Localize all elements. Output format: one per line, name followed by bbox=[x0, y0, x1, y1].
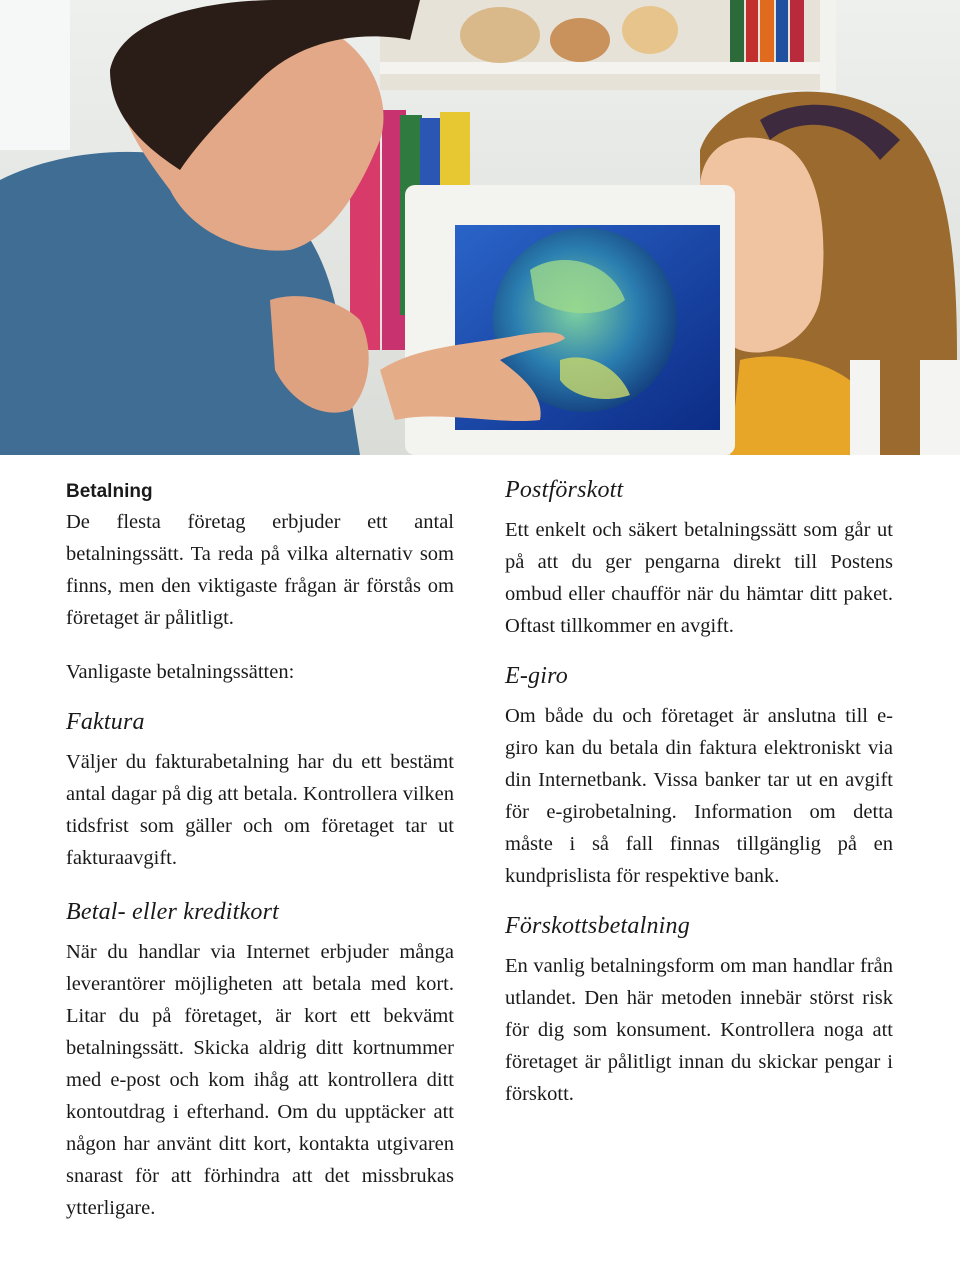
header-photo bbox=[0, 0, 960, 455]
faktura-body: Väljer du fakturabetalning har du ett bestämt antal dagar på dig att betala. Kontrollera vilken tidsfrist som gäller och om företaget tar ut fakturaavgift. bbox=[66, 751, 454, 869]
right-column bbox=[505, 474, 893, 1110]
egiro-body: Om både du och företaget är anslutna till e-giro kan du betala din faktura elektroniskt via din Internetbank. Vissa banker tar ut en avgift för e-girobetalning. Information om detta måste i så fall finnas tillgänglig på en kundprislista för respektive bank. bbox=[505, 705, 893, 887]
section-heading: Betalning bbox=[66, 481, 153, 502]
egiro-title: E-giro bbox=[505, 663, 568, 689]
faktura-title: Faktura bbox=[66, 709, 145, 735]
forskottsbetalning-title: Förskottsbetalning bbox=[505, 913, 690, 939]
list-intro: Vanligaste betalningssätten: bbox=[66, 661, 295, 683]
left-column bbox=[66, 478, 454, 1224]
postforskott-title: Postförskott bbox=[505, 477, 624, 503]
kort-title: Betal- eller kreditkort bbox=[66, 899, 279, 925]
postforskott-body: Ett enkelt och säkert betalningssätt som går ut på att du ger pengarna direkt till Postens ombud eller chaufför när du hämtar ditt paket. Oftast tillkommer en avgift. bbox=[505, 519, 893, 637]
forskottsbetalning-body: En vanlig betalningsform om man handlar från utlandet. Den här metoden innebär störst risk för dig som konsument. Kontrollera noga att företaget är pålitligt innan du skickar pengar i förskott. bbox=[505, 955, 893, 1105]
intro-paragraph: De flesta företag erbjuder ett antal betalningssätt. Ta reda på vilka alternativ som finns, men den viktigaste frågan är förstås om företaget är pålitligt. bbox=[66, 511, 454, 629]
kort-body: När du handlar via Internet erbjuder många leverantörer möjligheten att betala med kort. Litar du på företaget, är kort ett bekvämt betalningssätt. Skicka aldrig ditt kortnummer med e-post och kom ihåg att kontrollera ditt kontoutdrag i efterhand. Om du upptäcker att någon har använt ditt kort, kontakta utgivaren snarast för att förhindra att det missbrukas ytterligare. bbox=[66, 941, 454, 1219]
